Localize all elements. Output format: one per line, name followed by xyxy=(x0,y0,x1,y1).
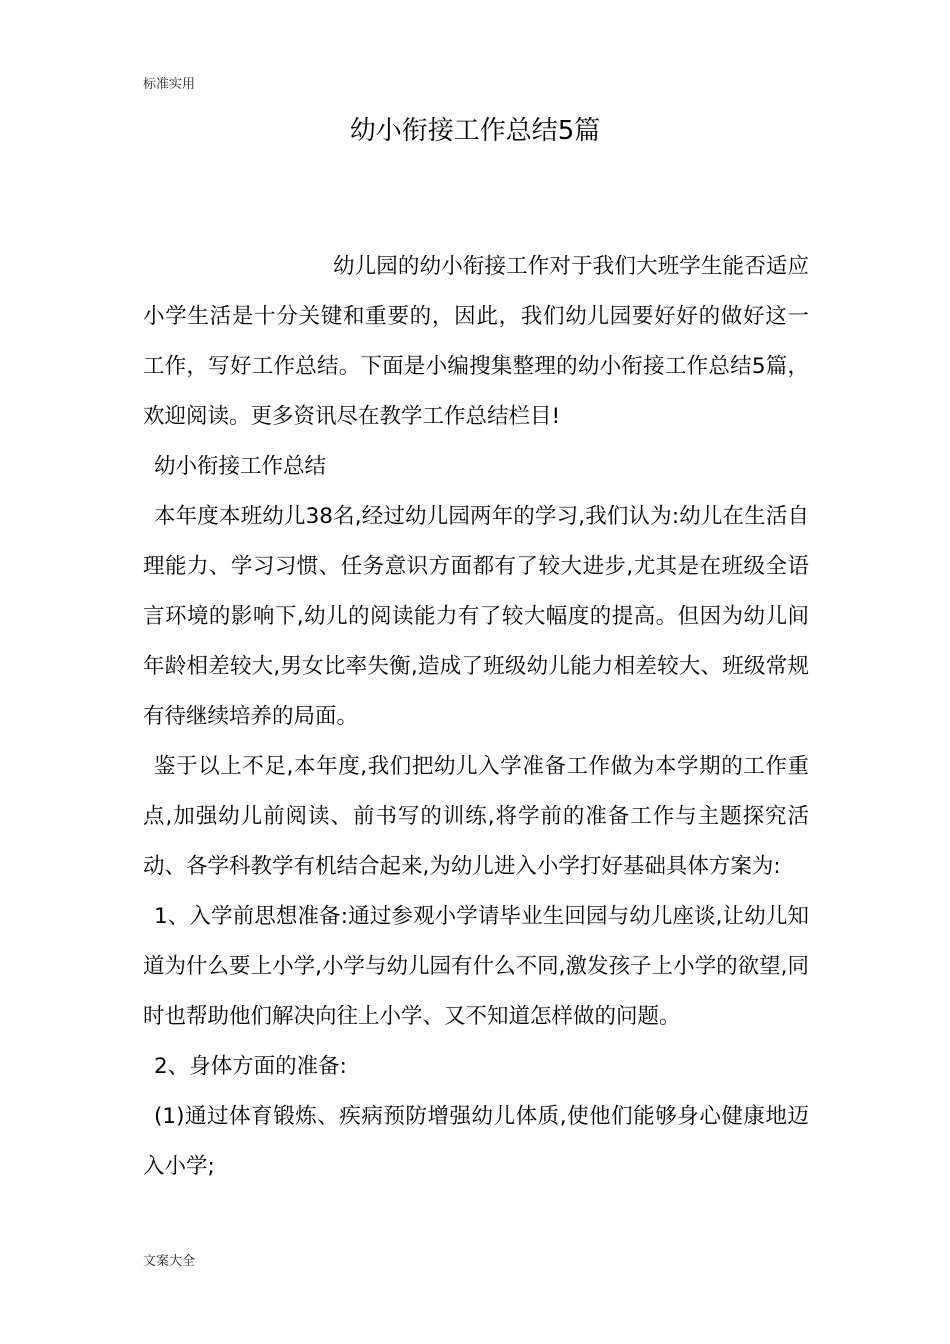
page-header-label: 标准实用 xyxy=(143,77,196,92)
document-body xyxy=(143,242,809,1192)
body-paragraph: 本年度本班幼儿38名,经过幼儿园两年的学习,我们认为:幼儿在生活自理能力、学习习惯、任务意识方面都有了较大进步,尤其是在班级全语言环境的影响下,幼儿的阅读能力有了较大幅度的提高。但因为幼儿间年龄相差较大,男女比率失衡,造成了班级幼儿能力相差较大、班级常规有待继续培养的局面。 xyxy=(143,504,809,729)
intro-paragraph: 幼儿园的幼小衔接工作对于我们大班学生能否适应小学生活是十分关键和重要的，因此，我们幼儿园要好好的做好这一工作，写好工作总结。下面是小编搜集整理的幼小衔接工作总结5篇，欢迎阅读。更多资讯尽在教学工作总结栏目! xyxy=(143,254,809,429)
section-heading: 幼小衔接工作总结 xyxy=(154,454,327,479)
list-item: 1、入学前思想准备:通过参观小学请毕业生回园与幼儿座谈,让幼儿知道为什么要上小学,小学与幼儿园有什么不同,激发孩子上小学的欲望,同时也帮助他们解决向往上小学、又不知道怎样做的问题。 xyxy=(143,904,809,1029)
list-item: 2、身体方面的准备: xyxy=(154,1054,347,1079)
sub-list-item: (1)通过体育锻炼、疾病预防增强幼儿体质,使他们能够身心健康地迈入小学; xyxy=(143,1104,809,1179)
page-footer-label: 文案大全 xyxy=(143,1254,196,1269)
body-paragraph: 鉴于以上不足,本年度,我们把幼儿入学准备工作做为本学期的工作重点,加强幼儿前阅读、前书写的训练,将学前的准备工作与主题探究活动、各学科教学有机结合起来,为幼儿进入小学打好基础具体方案为: xyxy=(143,754,809,879)
document-title: 幼小衔接工作总结5篇 xyxy=(349,116,601,146)
